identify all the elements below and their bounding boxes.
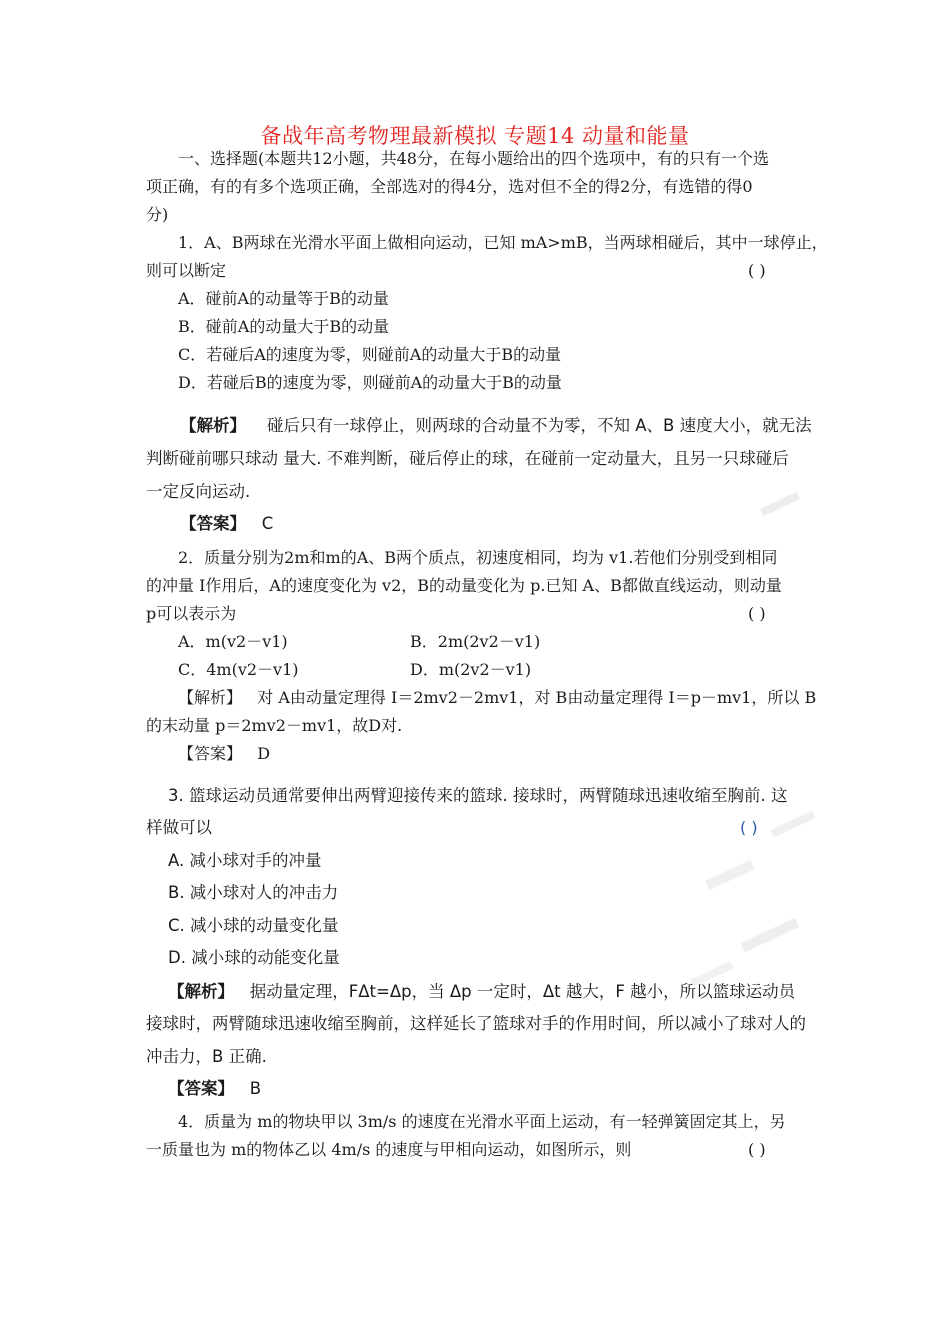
q3-analysis-line-1: [168, 982, 795, 1002]
q3-analysis-line-3: 冲击力，B 正确.: [146, 1047, 267, 1066]
q1-option-c: C．若碰后A的速度为零，则碰前A的动量大于B的动量: [178, 345, 562, 364]
watermark-mark: [705, 860, 755, 890]
q2-analysis-label: 【解析】: [178, 688, 243, 707]
q3-option-a: A. 减小球对手的冲量: [168, 851, 322, 870]
q1-analysis-line-2: 判断碰前哪只球动 量大. 不难判断，碰后停止的球，在碰前一定动量大，且另一只球碰后: [146, 449, 789, 468]
q2-answer-value: D: [257, 744, 271, 763]
q2-stem-line-1: 2．质量分别为2m和m的A、B两个质点，初速度相同，均为 v1.若他们分别受到相同: [178, 548, 778, 567]
section-intro-line-3: 分): [146, 205, 169, 224]
q3-analysis-label: 【解析】: [168, 982, 234, 1001]
q2-option-a: A．m(v2－v1): [178, 632, 288, 651]
q3-option-d: D. 减小球的动能变化量: [168, 948, 340, 967]
q1-option-a: A．碰前A的动量等于B的动量: [178, 289, 389, 308]
watermark-mark: [760, 492, 800, 516]
q1-analysis-label: 【解析】: [180, 416, 246, 435]
q1-analysis-line-3: 一定反向运动.: [146, 482, 251, 501]
q3-stem-line-1: 3. 篮球运动员通常要伸出两臂迎接传来的篮球. 接球时，两臂随球迅速收缩至胸前. 这: [168, 786, 788, 805]
q1-stem-line-1: 1．A、B两球在光滑水平面上做相向运动，已知 mA>mB，当两球相碰后，其中一球停止，: [178, 233, 828, 252]
q3-analysis-text-1: 据动量定理，FΔt=Δp，当 Δp 一定时，Δt 越大，F 越小，所以篮球运动员: [249, 982, 796, 1001]
q1-option-b: B．碰前A的动量大于B的动量: [178, 317, 390, 336]
q1-answer-value: C: [261, 514, 274, 533]
q3-stem-line-2: 样做可以: [146, 818, 212, 837]
watermark-mark: [770, 811, 815, 838]
q2-answer-label: 【答案】: [178, 744, 243, 763]
q3-answer-line: [168, 1079, 261, 1099]
q1-answer-label: 【答案】: [180, 514, 246, 533]
q2-option-b: B．2m(2v2－v1): [410, 632, 541, 651]
q1-analysis-line-1: [180, 416, 812, 436]
section-intro-line-1: 一、选择题(本题共12小题，共48分，在每小题给出的四个选项中，有的只有一个选: [178, 149, 769, 168]
q3-answer-label: 【答案】: [168, 1079, 234, 1098]
q4-stem-line-1: 4．质量为 m的物块甲以 3m/s 的速度在光滑水平面上运动，有一轻弹簧固定其上，另: [178, 1112, 786, 1131]
q1-analysis-text-1: 碰后只有一球停止，则两球的合动量不为零，不知 A、B 速度大小，就无法: [266, 416, 812, 435]
q2-option-c: C．4m(v2－v1): [178, 660, 299, 679]
q2-analysis-text-1: 对 A由动量定理得 I＝2mv2－2mv1，对 B由动量定理得 I＝p－mv1，所以 B: [257, 688, 817, 707]
q2-analysis-line-2: 的末动量 p＝2mv2－mv1，故D对.: [146, 716, 403, 735]
q2-answer-line: [178, 744, 270, 764]
q3-analysis-line-2: 接球时，两臂随球迅速收缩至胸前，这样延长了篮球对手的作用时间，所以减小了球对人的: [146, 1014, 806, 1033]
q2-option-d: D．m(2v2－v1): [410, 660, 532, 679]
watermark-mark: [741, 918, 800, 952]
q2-answer-blank: ( ): [748, 604, 766, 623]
page-title: 备战年高考物理最新模拟 专题14 动量和能量: [260, 124, 690, 148]
q1-option-d: D．若碰后B的速度为零，则碰前A的动量大于B的动量: [178, 373, 562, 392]
q3-answer-blank: ( ): [740, 818, 758, 837]
q2-stem-line-3: p可以表示为: [146, 604, 237, 623]
q4-stem-line-2: 一质量也为 m的物体乙以 4m/s 的速度与甲相向运动，如图所示，则: [146, 1140, 632, 1159]
section-intro-line-2: 项正确，有的有多个选项正确，全部选对的得4分，选对但不全的得2分，有选错的得0: [146, 177, 753, 196]
q3-option-c: C. 减小球的动量变化量: [168, 916, 339, 935]
q2-analysis-line-1: [178, 688, 816, 708]
q3-answer-value: B: [249, 1079, 262, 1098]
q2-stem-line-2: 的冲量 I作用后，A的速度变化为 v2，B的动量变化为 p.已知 A、B都做直线运动，则动量: [146, 576, 782, 595]
q1-answer-line: [180, 514, 273, 534]
q3-option-b: B. 减小球对人的冲击力: [168, 883, 339, 902]
q1-stem-line-2: 则可以断定: [146, 261, 227, 280]
q4-answer-blank: ( ): [748, 1140, 766, 1159]
q1-answer-blank: ( ): [748, 261, 766, 280]
